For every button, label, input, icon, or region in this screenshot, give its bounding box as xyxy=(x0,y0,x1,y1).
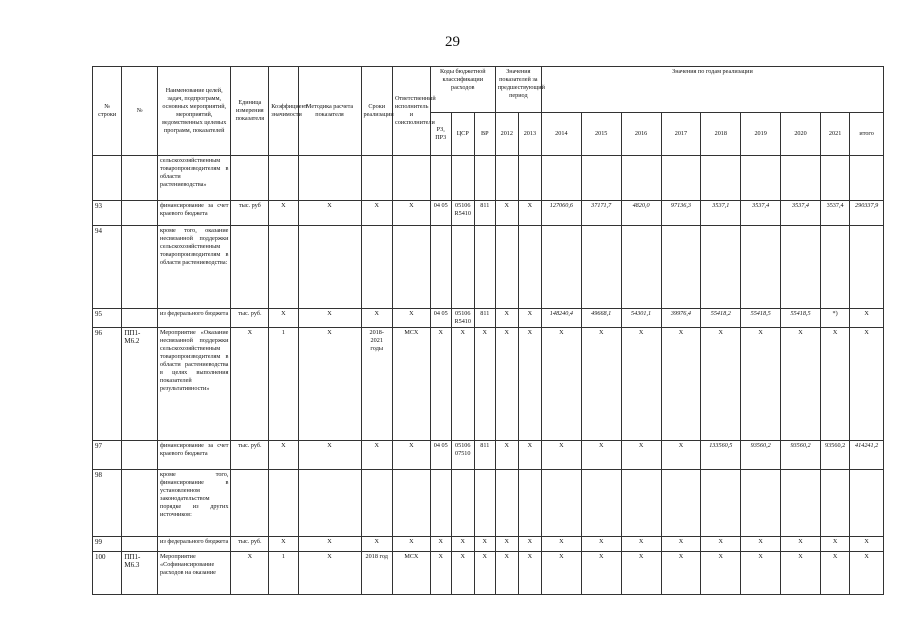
header-2016: 2016 xyxy=(621,113,661,156)
cell-rz: X xyxy=(430,328,451,441)
cell-resp: МСХ xyxy=(392,552,430,595)
cell-2014: X xyxy=(541,537,581,552)
cell-unit: тыс. руб. xyxy=(231,309,269,328)
cell-2013: X xyxy=(518,552,541,595)
cell-csr: 05106 07510 xyxy=(451,441,474,470)
cell-2018: 3537,1 xyxy=(701,201,741,226)
cell-unit: тыс. руб xyxy=(231,201,269,226)
table-row xyxy=(93,156,884,201)
cell-2021: X xyxy=(820,552,849,595)
cell-rz: 04 05 xyxy=(430,201,451,226)
cell-2017: 97136,3 xyxy=(661,201,701,226)
cell-2015: X xyxy=(581,537,621,552)
cell-method: X xyxy=(298,441,361,470)
cell-method: X xyxy=(298,552,361,595)
cell-rz: 04 05 xyxy=(430,441,451,470)
cell-total: 414241,2 xyxy=(850,441,884,470)
cell-name: Мероприятие «Оказание несвязанной поддержки сельскохозяйственным товаропроизводителям в области растениеводства в целях выполнения показателей результативности» xyxy=(158,328,231,441)
cell-vr: X xyxy=(474,537,495,552)
cell-2018: 133560,5 xyxy=(701,441,741,470)
cell-2018: X xyxy=(701,328,741,441)
cell-name: из федерального бюджета xyxy=(158,537,231,552)
cell-resp: X xyxy=(392,441,430,470)
cell-row-number: 95 xyxy=(93,309,122,328)
cell-row-number: 93 xyxy=(93,201,122,226)
cell-2020: 3537,4 xyxy=(781,201,821,226)
cell-2014: X xyxy=(541,552,581,595)
cell-resp: X xyxy=(392,201,430,226)
cell-2019: X xyxy=(741,552,781,595)
cell-coef: 1 xyxy=(269,328,298,441)
cell-total: X xyxy=(850,537,884,552)
cell-method: X xyxy=(298,537,361,552)
cell-name: финансирование за счет краевого бюджета xyxy=(158,201,231,226)
cell-2018: X xyxy=(701,552,741,595)
header-coef: Коэффициент значимости xyxy=(269,67,298,156)
cell-unit: тыс. руб. xyxy=(231,537,269,552)
cell-2015: X xyxy=(581,441,621,470)
header-2014: 2014 xyxy=(541,113,581,156)
cell-2015: 49668,1 xyxy=(581,309,621,328)
table-row xyxy=(93,226,884,309)
cell-total: X xyxy=(850,552,884,595)
cell-2014: X xyxy=(541,441,581,470)
cell-period: X xyxy=(361,537,392,552)
cell-method: X xyxy=(298,309,361,328)
cell-2014: 148240,4 xyxy=(541,309,581,328)
cell-coef: X xyxy=(269,537,298,552)
header-no: № xyxy=(122,67,158,156)
cell-2019: X xyxy=(741,537,781,552)
header-name: Наименование целей, задач, подпрограмм, основных мероприятий, мероприятий, ведомственных целевых программ, показателей xyxy=(158,67,231,156)
cell-row-number: 96 xyxy=(93,328,122,441)
cell-coef: 1 xyxy=(269,552,298,595)
cell-unit: тыс. руб. xyxy=(231,441,269,470)
header-csr: ЦСР xyxy=(451,113,474,156)
cell-2017: X xyxy=(661,441,701,470)
cell-rz: 04 05 xyxy=(430,309,451,328)
header-vr: ВР xyxy=(474,113,495,156)
cell-vr: 811 xyxy=(474,309,495,328)
cell-total: X xyxy=(850,309,884,328)
cell-2015: 37171,7 xyxy=(581,201,621,226)
cell-2021: *) xyxy=(820,309,849,328)
cell-2013: X xyxy=(518,328,541,441)
cell-2012: X xyxy=(495,328,518,441)
table-row xyxy=(93,441,884,470)
cell-no xyxy=(122,309,158,328)
cell-2017: X xyxy=(661,552,701,595)
cell-2017: X xyxy=(661,328,701,441)
header-budget-codes: Коды бюджетной классификации расходов xyxy=(430,67,495,113)
cell-rz: X xyxy=(430,552,451,595)
header-2015: 2015 xyxy=(581,113,621,156)
cell-2015: X xyxy=(581,552,621,595)
cell-total: X xyxy=(850,328,884,441)
cell-2019: 55418,5 xyxy=(741,309,781,328)
header-2012: 2012 xyxy=(495,113,518,156)
cell-2021: X xyxy=(820,537,849,552)
cell-period: 2018-2021 годы xyxy=(361,328,392,441)
cell-2012: X xyxy=(495,552,518,595)
table-row xyxy=(93,470,884,537)
cell-name: кроме того, финансирование в установленном законодательством порядке из других источников: xyxy=(158,470,231,537)
cell-row-number: 94 xyxy=(93,226,122,309)
cell-2020: X xyxy=(781,328,821,441)
cell-2018: 55418,2 xyxy=(701,309,741,328)
cell-period: X xyxy=(361,441,392,470)
header-2021: 2021 xyxy=(820,113,849,156)
cell-vr: 811 xyxy=(474,441,495,470)
header-unit: Единица измерения показателя xyxy=(231,67,269,156)
cell-no: ПП1-М6.2 xyxy=(122,328,158,441)
cell-2019: X xyxy=(741,328,781,441)
cell-2015: X xyxy=(581,328,621,441)
cell-vr: X xyxy=(474,552,495,595)
cell-2020: 93560,2 xyxy=(781,441,821,470)
cell-csr: X xyxy=(451,537,474,552)
cell-row-number: 100 xyxy=(93,552,122,595)
indicators-table xyxy=(92,66,884,595)
cell-2014: X xyxy=(541,328,581,441)
cell-rz: X xyxy=(430,537,451,552)
cell-2020: X xyxy=(781,552,821,595)
header-method: Методика расчета показателя xyxy=(298,67,361,156)
cell-csr: 05106 R5410 xyxy=(451,201,474,226)
cell-coef: X xyxy=(269,201,298,226)
cell-no xyxy=(122,537,158,552)
cell-row-number: 97 xyxy=(93,441,122,470)
cell-2021: X xyxy=(820,328,849,441)
cell-method: X xyxy=(298,201,361,226)
cell-vr: 811 xyxy=(474,201,495,226)
cell-row-number: 98 xyxy=(93,470,122,537)
cell-2021: 3537,4 xyxy=(820,201,849,226)
cell-coef: X xyxy=(269,441,298,470)
cell-2019: 3537,4 xyxy=(741,201,781,226)
header-resp: Ответственный исполнитель и соисполнители xyxy=(392,67,430,156)
cell-2021: 93560,2 xyxy=(820,441,849,470)
header-row-no: № строки xyxy=(93,67,122,156)
cell-2016: 54301,1 xyxy=(621,309,661,328)
cell-unit: X xyxy=(231,552,269,595)
cell-name: финансирование за счет краевого бюджета xyxy=(158,441,231,470)
cell-2012: X xyxy=(495,309,518,328)
cell-2016: X xyxy=(621,552,661,595)
table-row xyxy=(93,201,884,226)
header-rz: РЗ, ПР3 xyxy=(430,113,451,156)
cell-2018: X xyxy=(701,537,741,552)
cell-2016: X xyxy=(621,328,661,441)
cell-row-number: 99 xyxy=(93,537,122,552)
cell-2012: X xyxy=(495,201,518,226)
header-2019: 2019 xyxy=(741,113,781,156)
cell-2012: X xyxy=(495,441,518,470)
cell-resp: X xyxy=(392,309,430,328)
table-row xyxy=(93,309,884,328)
cell-period: X xyxy=(361,201,392,226)
cell-csr: 05106 R5410 xyxy=(451,309,474,328)
cell-2013: X xyxy=(518,309,541,328)
cell-period: 2018 год xyxy=(361,552,392,595)
header-2020: 2020 xyxy=(781,113,821,156)
cell-no xyxy=(122,201,158,226)
cell-2014: 127060,6 xyxy=(541,201,581,226)
cell-csr: X xyxy=(451,552,474,595)
cell-unit: X xyxy=(231,328,269,441)
cell-vr: X xyxy=(474,328,495,441)
header-2018: 2018 xyxy=(701,113,741,156)
cell-coef: X xyxy=(269,309,298,328)
header-2017: 2017 xyxy=(661,113,701,156)
cell-total: 290337,9 xyxy=(850,201,884,226)
header-2013: 2013 xyxy=(518,113,541,156)
cell-2017: 39976,4 xyxy=(661,309,701,328)
cell-2016: X xyxy=(621,441,661,470)
cell-2013: X xyxy=(518,441,541,470)
cell-name: сельскохозяйственным товаропроизводителям в области растениеводства» xyxy=(158,156,231,201)
cell-2013: X xyxy=(518,537,541,552)
header-by-years: Значения по годам реализации xyxy=(541,67,883,113)
cell-2017: X xyxy=(661,537,701,552)
cell-no xyxy=(122,441,158,470)
page-number: 29 xyxy=(445,34,460,50)
cell-csr: X xyxy=(451,328,474,441)
cell-period: X xyxy=(361,309,392,328)
header-period: Сроки реализации xyxy=(361,67,392,156)
header-prev-values: Значения показателей за предшествующий период xyxy=(495,67,541,113)
cell-no: ПП1-М6.3 xyxy=(122,552,158,595)
table-row xyxy=(93,552,884,595)
cell-resp: X xyxy=(392,537,430,552)
cell-name: из федерального бюджета xyxy=(158,309,231,328)
cell-2013: X xyxy=(518,201,541,226)
cell-name: кроме того, оказание несвязанной поддержки сельскохозяйственным товаропроизводителям в области растениеводства: xyxy=(158,226,231,309)
cell-method: X xyxy=(298,328,361,441)
cell-resp: МСХ xyxy=(392,328,430,441)
cell-2020: X xyxy=(781,537,821,552)
cell-2016: X xyxy=(621,537,661,552)
cell-2020: 55418,5 xyxy=(781,309,821,328)
table-row xyxy=(93,328,884,441)
header-total: итого xyxy=(850,113,884,156)
cell-2019: 93560,2 xyxy=(741,441,781,470)
cell-2016: 4820,0 xyxy=(621,201,661,226)
table-row xyxy=(93,537,884,552)
cell-2012: X xyxy=(495,537,518,552)
cell-name: Мероприятие «Софинансирование расходов на оказание xyxy=(158,552,231,595)
